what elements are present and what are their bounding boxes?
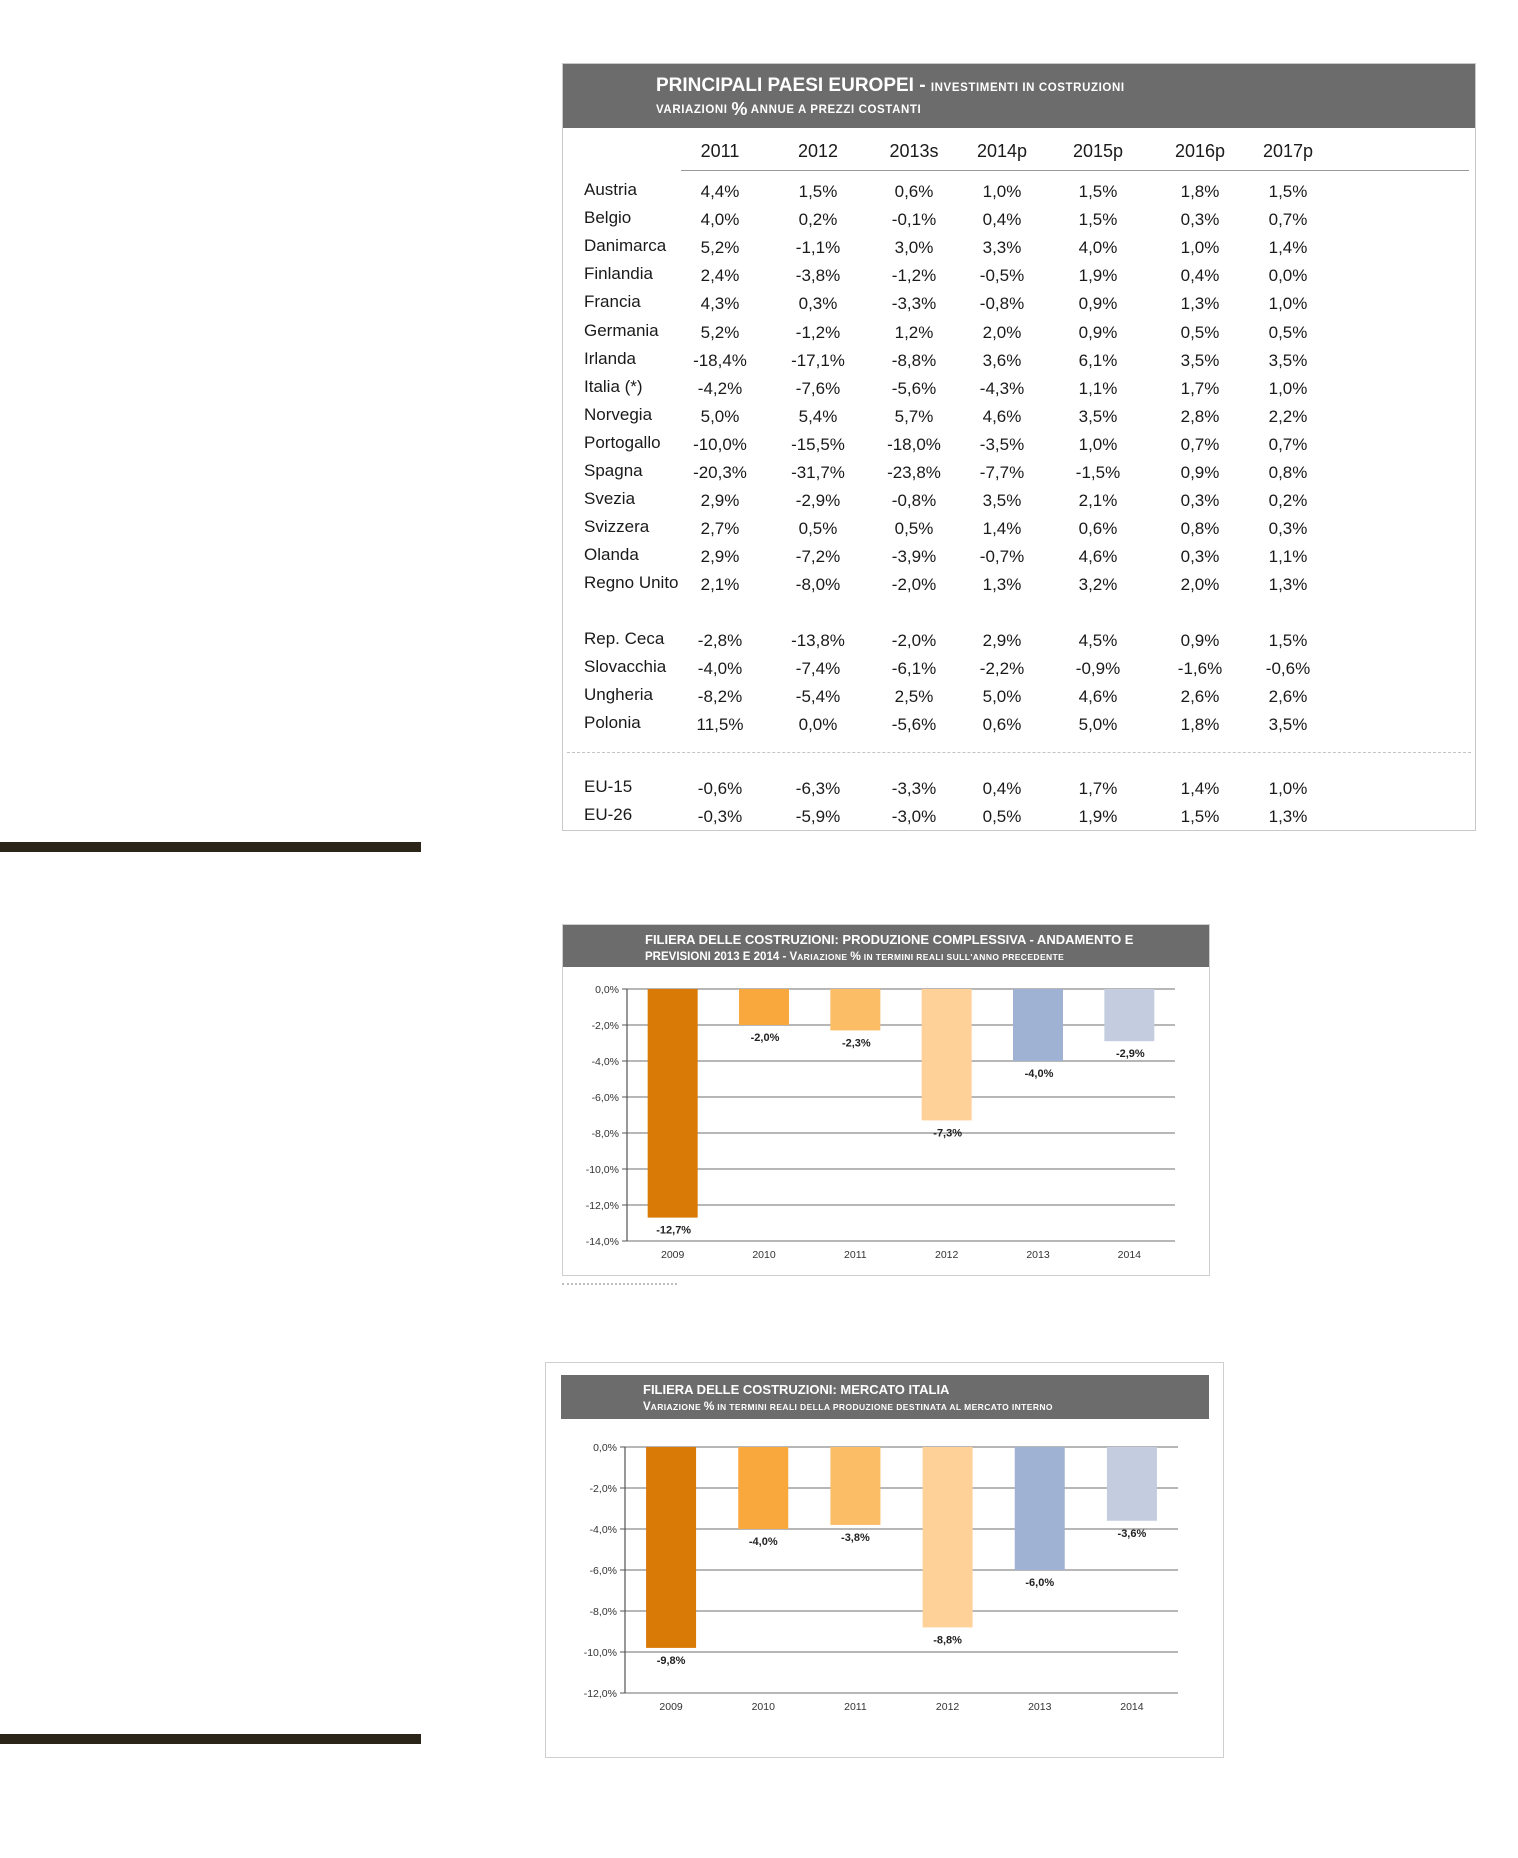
table-cell: -1,2%	[891, 266, 937, 286]
table-cell: -2,2%	[979, 659, 1025, 679]
table-cell: 1,3%	[982, 575, 1022, 595]
table-cell: 0,0%	[798, 715, 838, 735]
table-cell: 3,5%	[1268, 350, 1308, 370]
data-label-2010: -2,0%	[750, 1032, 780, 1044]
table-cell: 3,2%	[1078, 575, 1118, 595]
table-cell: 0,2%	[798, 210, 838, 230]
table-cell: -0,7%	[979, 547, 1025, 567]
chart2-title: FILIERA DELLE COSTRUZIONI: MERCATO ITALIA	[643, 1382, 950, 1397]
chart1-title: FILIERA DELLE COSTRUZIONI: PRODUZIONE COMPLESSIVA - ANDAMENTO E	[645, 932, 1134, 947]
table-cell: -1,5%	[1075, 463, 1121, 482]
y-tick-label: -14,0%	[585, 1236, 619, 1248]
y-tick-label: -6,0%	[589, 1565, 617, 1577]
table-cell: -0,8%	[979, 294, 1025, 314]
table-cell: 2,7%	[700, 519, 740, 539]
table-cell: -7,2%	[795, 547, 841, 567]
bar-2014	[1104, 989, 1154, 1041]
column-header-2016p: 2016p	[1174, 141, 1226, 161]
table-cell: 1,3%	[1268, 575, 1308, 595]
row-label: Spagna	[584, 461, 643, 480]
table-cell: 1,0%	[1268, 378, 1308, 398]
x-tick-label: 2013	[1028, 1701, 1052, 1713]
table-cell: -2,0%	[891, 575, 937, 595]
y-tick-label: 0,0%	[595, 984, 619, 996]
table-cell: 0,7%	[1180, 434, 1220, 454]
row-label: Francia	[584, 292, 641, 312]
table-cell: 5,0%	[982, 687, 1022, 707]
table-cell: -0,9%	[1075, 659, 1121, 679]
row-label: Austria	[584, 180, 637, 199]
table-cell: 0,9%	[1180, 463, 1220, 482]
x-tick-label: 2012	[935, 1701, 960, 1713]
table-title-main: PRINCIPALI PAESI EUROPEI -	[656, 75, 931, 96]
chart1-subtitle-v: V	[789, 951, 798, 963]
table-cell: 2,1%	[1078, 491, 1118, 511]
data-label-2014: -2,9%	[1115, 1048, 1145, 1061]
table-cell: -17,1%	[791, 350, 845, 370]
table-cell: -2,8%	[697, 631, 743, 650]
table-cell: -0,6%	[1265, 659, 1311, 679]
table-cell: 0,4%	[982, 779, 1022, 798]
table-cell: -31,7%	[791, 463, 845, 482]
table-header	[563, 64, 1475, 128]
x-tick-label: 2009	[659, 1701, 683, 1713]
table-cell: 1,5%	[1078, 210, 1118, 230]
table-cell: 1,4%	[1180, 779, 1220, 798]
column-header-2013s: 2013s	[889, 141, 939, 161]
table-cell: -1,6%	[1177, 659, 1223, 679]
data-label-2011: -2,3%	[841, 1037, 871, 1050]
table-cell: 0,9%	[1078, 294, 1118, 314]
table-cell: 1,0%	[1268, 294, 1308, 314]
table-cell: 1,4%	[1268, 238, 1308, 258]
y-tick-label: -2,0%	[589, 1483, 617, 1495]
table-dashed-separator	[567, 752, 1471, 753]
bar-2011	[830, 1447, 880, 1525]
bar-2012	[923, 1447, 973, 1627]
table-cell: -0,6%	[697, 779, 743, 798]
table-cell: 5,2%	[700, 322, 740, 342]
table-cell: 2,0%	[982, 322, 1022, 342]
table-cell: 0,9%	[1180, 631, 1220, 650]
table-cell: -4,2%	[697, 378, 743, 398]
table-title	[656, 75, 1125, 97]
y-tick-label: -10,0%	[583, 1647, 617, 1659]
chart2-plot	[546, 1363, 1225, 1759]
chart1-title-line2: PREVISIONI 2013 E 2014 -	[645, 951, 790, 963]
table-cell: -3,5%	[979, 434, 1025, 454]
table-cell: 4,3%	[700, 294, 740, 314]
column-header-2011: 2011	[700, 141, 740, 161]
table-title-sub: INVESTIMENTI IN COSTRUZIONI	[930, 82, 1125, 94]
bar-2009	[648, 989, 698, 1218]
row-label: Svezia	[584, 489, 636, 509]
table-cell: 1,7%	[1180, 378, 1220, 398]
table-cell: 3,5%	[1180, 350, 1220, 370]
table-cell: -7,7%	[979, 463, 1025, 482]
table-cell: 1,1%	[1268, 547, 1308, 567]
table-cell: -8,2%	[697, 687, 743, 707]
bar-2010	[739, 989, 789, 1025]
table-cell: 5,7%	[894, 406, 934, 426]
chart-produzione-complessiva	[562, 924, 1210, 1276]
table-cell: -4,0%	[697, 659, 743, 679]
x-tick-label: 2013	[1026, 1249, 1050, 1261]
row-label: Svizzera	[584, 517, 650, 537]
chart1-subtitle-rest: ARIAZIONE	[797, 952, 851, 962]
table-cell: -5,9%	[795, 807, 841, 827]
bar-2014	[1107, 1447, 1157, 1521]
table-cell: 0,7%	[1268, 210, 1308, 230]
y-tick-label: -10,0%	[585, 1164, 619, 1176]
table-subtitle	[656, 99, 921, 120]
table-cell: -18,0%	[887, 434, 941, 454]
data-label-2010: -4,0%	[748, 1536, 778, 1548]
table-cell: -7,6%	[795, 378, 841, 398]
table-cell: 0,8%	[1180, 519, 1220, 539]
bar-2009	[646, 1447, 696, 1648]
table-cell: 3,3%	[982, 238, 1022, 258]
table-cell: 1,0%	[1180, 238, 1220, 258]
table-cell: 11,5%	[696, 715, 744, 735]
y-tick-label: -6,0%	[591, 1092, 619, 1104]
table-subtitle-post: ANNUE A PREZZI COSTANTI	[747, 104, 922, 116]
table-cell: -3,3%	[891, 779, 937, 798]
table-cell: -3,8%	[795, 266, 841, 286]
investment-table-panel	[562, 63, 1476, 831]
table-cell: -5,6%	[891, 378, 937, 398]
table-cell: -3,0%	[891, 807, 937, 827]
table-cell: -20,3%	[693, 463, 747, 482]
table-cell: 2,0%	[1180, 575, 1220, 595]
table-cell: 3,5%	[982, 491, 1022, 511]
x-tick-label: 2010	[751, 1701, 775, 1713]
column-header-2012: 2012	[797, 141, 839, 161]
table-cell: 1,0%	[982, 182, 1022, 201]
row-label: EU-15	[584, 777, 633, 796]
table-cell: 4,5%	[1078, 631, 1118, 650]
y-tick-label: -12,0%	[583, 1688, 617, 1700]
chart-mercato-italia	[545, 1362, 1224, 1758]
table-cell: -0,8%	[891, 491, 937, 511]
table-cell: 0,3%	[1268, 519, 1308, 539]
table-cell: -6,3%	[795, 779, 841, 798]
row-label: Norvegia	[584, 404, 653, 424]
table-subtitle-pct: %	[731, 99, 748, 119]
y-tick-label: -4,0%	[589, 1524, 617, 1536]
row-label: Rep. Ceca	[584, 629, 665, 648]
decorative-rule-top	[0, 842, 421, 852]
table-cell: 3,5%	[1078, 406, 1118, 426]
table-cell: 2,9%	[700, 491, 740, 511]
table-header-rule	[681, 170, 1469, 171]
decorative-rule-bottom	[0, 1734, 421, 1744]
table-cell: 2,5%	[894, 687, 934, 707]
y-tick-label: 0,0%	[593, 1442, 617, 1454]
table-cell: 0,5%	[982, 807, 1022, 827]
table-cell: 5,4%	[798, 406, 838, 426]
column-header-2014p: 2014p	[976, 141, 1028, 161]
table-cell: 5,0%	[1078, 715, 1118, 735]
table-cell: -6,1%	[891, 659, 937, 679]
data-label-2011: -3,8%	[841, 1531, 870, 1544]
chart1-plot	[563, 925, 1211, 1277]
table-cell: -2,9%	[795, 491, 841, 511]
table-cell: 3,6%	[982, 350, 1022, 370]
row-label: Germania	[584, 320, 659, 340]
table-cell: 0,4%	[982, 210, 1022, 230]
x-tick-label: 2012	[934, 1249, 959, 1261]
table-cell: 1,5%	[1268, 182, 1308, 201]
table-cell: 3,0%	[894, 238, 934, 258]
y-tick-label: -8,0%	[589, 1606, 617, 1618]
table-cell: -0,1%	[891, 210, 937, 230]
table-cell: 0,5%	[1180, 322, 1220, 342]
table-cell: 1,0%	[1078, 434, 1118, 454]
table-cell: -5,4%	[795, 687, 841, 707]
table-cell: -4,3%	[979, 378, 1025, 398]
table-cell: 0,6%	[982, 715, 1022, 735]
x-tick-label: 2014	[1120, 1701, 1144, 1713]
table-cell: -15,5%	[791, 434, 845, 454]
table-cell: 0,7%	[1268, 434, 1308, 454]
table-cell: 3,5%	[1268, 715, 1308, 735]
bar-2012	[922, 989, 972, 1120]
table-cell: 1,8%	[1180, 715, 1220, 735]
data-label-2009: -9,8%	[656, 1654, 686, 1667]
table-cell: 1,8%	[1180, 182, 1220, 201]
table-cell: -3,9%	[891, 547, 937, 567]
bar-2011	[830, 989, 880, 1030]
table-cell: 4,4%	[700, 182, 740, 201]
bar-2013	[1015, 1447, 1065, 1570]
table-cell: 2,2%	[1268, 406, 1308, 426]
chart2-subtitle-rest: ARIAZIONE	[650, 1402, 704, 1412]
row-label: EU-26	[584, 805, 633, 825]
table-cell: 6,1%	[1078, 350, 1118, 370]
table-cell: 0,5%	[894, 519, 934, 539]
data-label-2012: -8,8%	[933, 1634, 962, 1647]
column-header-2015p: 2015p	[1072, 141, 1124, 161]
chart1-source-note	[562, 1283, 677, 1287]
x-tick-label: 2011	[844, 1701, 867, 1713]
table-cell: 1,2%	[894, 322, 934, 342]
y-tick-label: -4,0%	[591, 1056, 619, 1068]
x-tick-label: 2009	[660, 1249, 685, 1261]
table-cell: 1,9%	[1078, 807, 1118, 827]
data-label-2009: -12,7%	[656, 1224, 692, 1237]
table-cell: 1,5%	[1268, 631, 1308, 650]
row-label: Danimarca	[584, 236, 667, 256]
table-cell: 1,1%	[1078, 378, 1118, 398]
table-cell: -2,0%	[891, 631, 937, 650]
row-label: Belgio	[584, 208, 632, 228]
row-label: Regno Unito	[584, 573, 679, 593]
table-cell: 1,7%	[1078, 779, 1118, 798]
row-label: Portogallo	[584, 432, 661, 452]
chart2-subtitle-v: V	[643, 1401, 651, 1413]
table-cell: 4,6%	[982, 406, 1022, 426]
table-cell: 2,1%	[700, 575, 740, 595]
table-cell: -5,6%	[891, 715, 937, 735]
row-label: Olanda	[584, 545, 639, 565]
table-cell: -18,4%	[693, 350, 747, 370]
table-cell: 0,3%	[1180, 210, 1220, 230]
table-cell: 0,3%	[1180, 491, 1220, 511]
table-cell: 5,2%	[700, 238, 740, 258]
table-cell: 0,8%	[1268, 463, 1308, 482]
table-cell: 2,6%	[1268, 687, 1308, 707]
table-cell: -10,0%	[693, 434, 747, 454]
table-cell: 2,8%	[1180, 406, 1220, 426]
table-cell: -3,3%	[891, 294, 937, 314]
table-cell: -1,2%	[795, 322, 841, 342]
chart2-subtitle-pct: %	[703, 1399, 715, 1413]
table-cell: 0,6%	[1078, 519, 1118, 539]
table-cell: 0,4%	[1180, 266, 1220, 286]
y-tick-label: -12,0%	[585, 1200, 619, 1212]
table-cell: -8,8%	[891, 350, 937, 370]
chart1-subtitle-tail: IN TERMINI REALI SULL'ANNO PRECEDENTE	[860, 952, 1065, 962]
table-cell: -7,4%	[795, 659, 841, 679]
table-cell: 1,3%	[1180, 294, 1220, 314]
row-label: Finlandia	[584, 264, 653, 284]
table-cell: 1,5%	[1180, 807, 1220, 827]
table-cell: 0,2%	[1268, 491, 1308, 511]
row-label: Polonia	[584, 713, 641, 733]
table-cell: 0,5%	[1268, 322, 1308, 342]
data-label-2014: -3,6%	[1117, 1527, 1147, 1540]
y-tick-label: -2,0%	[591, 1020, 619, 1032]
row-label: Italia (*)	[584, 376, 643, 396]
chart1-subtitle-pct: %	[850, 949, 861, 963]
x-tick-label: 2011	[844, 1249, 867, 1261]
table-cell: 2,9%	[982, 631, 1022, 650]
bar-2010	[738, 1447, 788, 1529]
table-cell: -13,8%	[791, 631, 845, 650]
table-cell: 4,6%	[1078, 687, 1118, 707]
data-label-2012: -7,3%	[933, 1127, 963, 1140]
table-cell: 2,6%	[1180, 687, 1220, 707]
table-cell: 0,0%	[1268, 266, 1308, 286]
x-tick-label: 2014	[1117, 1249, 1142, 1261]
table-cell: -0,5%	[979, 266, 1025, 286]
row-label: Ungheria	[584, 685, 653, 705]
table-cell: -1,1%	[795, 238, 841, 258]
table-cell: 0,9%	[1078, 322, 1118, 342]
table-cell: -0,3%	[697, 807, 743, 827]
table-cell: 1,5%	[1078, 182, 1118, 201]
table-cell: 1,5%	[798, 182, 838, 201]
x-tick-label: 2010	[752, 1249, 776, 1261]
table-cell: 5,0%	[700, 406, 740, 426]
table-cell: 1,9%	[1078, 266, 1118, 286]
data-label-2013: -4,0%	[1024, 1068, 1054, 1080]
bar-2013	[1013, 989, 1063, 1061]
table-cell: 1,4%	[982, 519, 1022, 539]
row-label: Slovacchia	[584, 657, 667, 677]
column-header-2017p: 2017p	[1262, 141, 1314, 161]
table-cell: 1,0%	[1268, 779, 1308, 798]
table-cell: 4,0%	[700, 210, 740, 230]
table-cell: 0,5%	[798, 519, 838, 539]
table-cell: 0,6%	[894, 182, 934, 201]
table-cell: -23,8%	[887, 463, 941, 482]
y-tick-label: -8,0%	[591, 1128, 619, 1140]
table-cell: 0,3%	[1180, 547, 1220, 567]
table-cell: 1,3%	[1268, 807, 1308, 827]
table-cell: 0,3%	[798, 294, 838, 314]
data-label-2013: -6,0%	[1025, 1577, 1055, 1589]
table-cell: 2,9%	[700, 547, 740, 567]
table-cell: -8,0%	[795, 575, 841, 595]
table-cell: 4,0%	[1078, 238, 1118, 258]
table-cell: 2,4%	[700, 266, 740, 286]
table-cell: 4,6%	[1078, 547, 1118, 567]
table-subtitle-pre: VARIAZIONI	[656, 104, 732, 116]
row-label: Irlanda	[584, 348, 636, 368]
chart2-subtitle-tail: IN TERMINI REALI DELLA PRODUZIONE DESTINATA AL MERCATO INTERNO	[714, 1402, 1053, 1412]
